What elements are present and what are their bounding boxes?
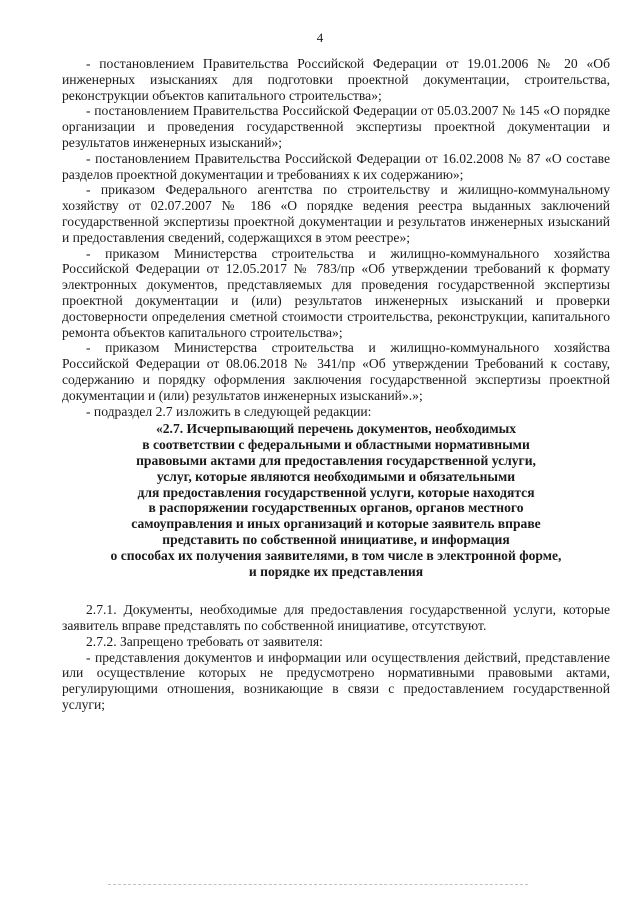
- paragraph: - представления документов и информации или осуществления действий, представление или осуществление которых не предусмотрено нормативными правовыми актами, регулирующими отношения, возникающие в связи с предоставлением государственной услуги;: [62, 649, 610, 713]
- heading-line: о способах их получения заявителями, в том числе в электронной форме,: [110, 547, 562, 563]
- section-heading: [62, 421, 610, 579]
- list-item: - приказом Министерства строительства и жилищно-коммунального хозяйства Российской Федерации от 12.05.2017 № 783/пр «Об утверждении требований к формату электронных документов, представляемых для проведения государственной экспертизы проектной документации и (или) результатов инженерных изысканий и проверки достоверности определения сметной стоимости строительства, реконструкции, капитального ремонта объектов капитального строительства»;: [62, 245, 610, 340]
- list-item: - постановлением Правительства Российской Федерации от 19.01.2006 № 20 «Об инженерных изысканиях для подготовки проектной документации, строительства, реконструкции объектов капитального строительства»;: [62, 56, 610, 103]
- heading-line: правовыми актами для предоставления государственной услуги,: [136, 452, 536, 468]
- paragraph: 2.7.2. Запрещено требовать от заявителя:: [86, 633, 323, 649]
- scan-artifact-line: [108, 884, 528, 885]
- heading-line: самоуправления и иных организаций и которые заявитель вправе: [131, 516, 541, 532]
- heading-line: и порядке их представления: [248, 563, 424, 579]
- heading-line: в соответствии с федеральными и областными нормативными: [142, 437, 530, 453]
- heading-line: для предоставления государственной услуги, которые находятся: [137, 484, 535, 500]
- paragraph: 2.7.1. Документы, необходимые для предоставления государственной услуги, которые заявитель вправе представлять по собственной инициативе, отсутствуют.: [62, 602, 610, 634]
- list-item: - постановлением Правительства Российской Федерации от 16.02.2008 № 87 «О составе разделов проектной документации и требованиях к их содержанию»;: [62, 150, 610, 182]
- spacer: [62, 579, 610, 602]
- document-body: [62, 56, 610, 713]
- heading-line: «2.7. Исчерпывающий перечень документов, необходимых: [155, 421, 517, 437]
- page-number: 4: [316, 30, 324, 45]
- list-item: - приказом Министерства строительства и жилищно-коммунального хозяйства Российской Федерации от 08.06.2018 № 341/пр «Об утверждении Требований к составу, содержанию и порядку оформления заключения государственной экспертизы проектной документации и (или) результатов инженерных изысканий».»;: [62, 340, 610, 403]
- heading-line: представить по собственной инициативе, и информация: [162, 531, 510, 547]
- list-item: - приказом Федерального агентства по строительству и жилищно-коммунальному хозяйству от 02.07.2007 № 186 «О порядке ведения реестра выданных заключений государственной экспертизы проектной документации и результатов инженерных изысканий и предоставления сведений, содержащихся в этом реестре»;: [62, 182, 610, 245]
- list-item: - постановлением Правительства Российской Федерации от 05.03.2007 № 145 «О порядке организации и проведения государственной экспертизы проектной документации и результатов инженерных изысканий»;: [62, 103, 610, 150]
- heading-line: услуг, которые являются необходимыми и обязательными: [156, 468, 516, 484]
- heading-line: в распоряжении государственных органов, органов местного: [148, 500, 524, 516]
- list-item: - подраздел 2.7 изложить в следующей редакции:: [86, 403, 372, 419]
